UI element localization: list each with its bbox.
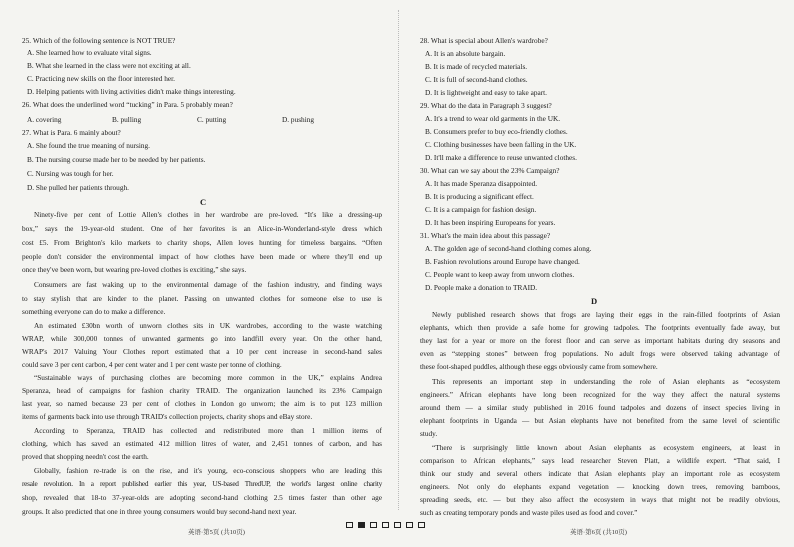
passage-c-line: groups. It also predicted that one in three young consumers would buy second-hand next year.	[22, 507, 297, 516]
q30-stem: 30. What can we say about the 23% Campaign?	[420, 166, 560, 175]
marker-square	[346, 522, 353, 528]
q26-options	[27, 115, 367, 125]
q27-option-a: A. She found the true meaning of nursing.	[27, 141, 151, 150]
passage-c-line: could save 3 per cent carbon, 4 per cent water and 1 per cent waste per tonne of clothing.	[22, 360, 282, 369]
marker-square-filled	[358, 522, 365, 528]
passage-c-line: shop, revealed that 18-to 37-year-olds are adopting second-hand clothing 2.5 times faster than other age	[22, 493, 382, 502]
passage-c-line: proved that shopping needn't cost the earth.	[22, 452, 149, 461]
marker-square	[370, 522, 377, 528]
q31-option-b: B. Fashion revolutions around Europe have changed.	[425, 257, 580, 266]
passage-c-line: Ninety-five per cent of Lottie Allen's clothes in her wardrobe are pre-loved. “It's like a dressing-up	[34, 210, 382, 219]
q26-option-c: C. putting	[197, 115, 227, 124]
passage-c-line: “Sustainable ways of purchasing clothes are becoming more common in the UK,” explains Andrea	[34, 373, 382, 382]
passage-d-line: engineers. Not only do elephants expand vegetation — knocking down trees, removing bamboos,	[420, 482, 780, 491]
passage-c-line: something everyone can do to make a difference.	[22, 307, 166, 316]
q28-option-b: B. It is made of recycled materials.	[425, 62, 528, 71]
marker-square	[406, 522, 413, 528]
q25-option-a: A. She learned how to evaluate vital signs.	[27, 48, 152, 57]
page-marker-squares	[346, 522, 425, 528]
passage-c-line: Consumers are fast waking up to the environmental damage of the fashion industry, and finding ways	[34, 280, 382, 289]
page-footer-left: 英语·第5页 (共10页)	[188, 529, 245, 536]
passage-c-line: once they've been worn, but wearing pre-loved clothes is exciting,” she says.	[22, 265, 247, 274]
q26-option-b: B. pulling	[112, 115, 142, 124]
q25-option-b: B. What she learned in the class were not exciting at all.	[27, 61, 191, 70]
passage-c-line: WRAP, while 300,000 tonnes of unwanted garments go into landfill every year. On the other hand,	[22, 334, 382, 343]
q31-option-c: C. People want to keep away from unworn clothes.	[425, 270, 575, 279]
q31-option-d: D. People make a donation to TRAID.	[425, 283, 538, 292]
q30-option-b: B. It is producing a significant effect.	[425, 192, 534, 201]
section-c-heading: C	[200, 197, 207, 207]
q27-option-d: D. She pulled her patients through.	[27, 183, 129, 192]
q26-option-a: A. covering	[27, 115, 62, 124]
q25-stem: 25. Which of the following sentence is NOT TRUE?	[22, 36, 176, 45]
passage-d-line: these foot-shaped puddles, although these eggs obviously came from somewhere.	[420, 362, 658, 371]
passage-c-line: WRAP's 2017 Valuing Your Clothes report estimated that a 10 per cent increase in second-hand sales	[22, 347, 382, 356]
section-d-heading: D	[591, 296, 598, 306]
passage-d-line: even as “stepping stones” between frog populations. No adult frogs were observed taking advantage of	[420, 349, 780, 358]
passage-c-line: Speranza, head of campaigns for fashion charity TRAID. The organization launched its 23% Campaign	[22, 386, 382, 395]
passage-d-line: around them — a similar study published in 2016 found tadpoles and dozens of insect species living in	[420, 403, 780, 412]
passage-d-line: “There is surprisingly little known about Asian elephants as ecosystem engineers, at least in	[432, 443, 780, 452]
passage-d-line: engineers.” African elephants have long been recognized for the way they affect the natural systems	[420, 390, 780, 399]
q31-option-a: A. The golden age of second-hand clothing comes along.	[425, 244, 592, 253]
page-footer-right: 英语·第6页 (共10页)	[570, 529, 627, 536]
q31-stem: 31. What's the main idea about this passage?	[420, 231, 551, 240]
passage-d-line: elephant footprints in Uganda — but Asian elephants have not benefited from the same level of scientific	[420, 416, 780, 425]
q29-stem: 29. What do the data in Paragraph 3 suggest?	[420, 101, 552, 110]
q28-option-a: A. It is an absolute bargain.	[425, 49, 506, 58]
passage-c-line: Globally, fashion re-trade is on the rise, and it's young, eco-conscious shoppers who are leading this	[34, 466, 382, 475]
passage-d-line: they last for a year or more on the forest floor and can serve as important habitats during dry seasons and	[420, 336, 780, 345]
passage-c-line: last year, so named because 23 per cent of clothes in London go unworn; the aim is to put 123 million	[22, 399, 382, 408]
passage-c-line: to stay stylish that are kinder to the planet. Passing on unwanted clothes for someone else to use is	[22, 294, 382, 303]
passage-c-line: resale revolution. In a report published earlier this year, US-based ThredUP, the world's largest online charity	[22, 479, 382, 488]
column-divider	[398, 10, 399, 510]
q25-option-c: C. Practicing new skills on the floor interested her.	[27, 74, 175, 83]
marker-square	[394, 522, 401, 528]
q28-stem: 28. What is special about Allen's wardrobe?	[420, 36, 548, 45]
passage-c-line: clothing, which has saved an estimated 412 million litres of water, and 2,451 tonnes of carbon, and has	[22, 439, 382, 448]
passage-c-line: box,” says the 19-year-old student. One of her favorites is an Alice-in-Wonderland-style dress which	[22, 224, 382, 233]
q29-option-c: C. Clothing businesses have been falling in the UK.	[425, 140, 577, 149]
marker-square	[418, 522, 425, 528]
q27-option-b: B. The nursing course made her to be needed by her patients.	[27, 155, 206, 164]
q26-option-d: D. pushing	[282, 115, 315, 124]
passage-d-line: think our study and several others indicate that Asian elephants play an important role as ecosystem	[420, 469, 780, 478]
passage-c-line: people don't consider the environmental impact of how clothes have been made or where they'll end up	[22, 252, 382, 261]
passage-c-line: cost £5. From Brighton's kilo markets to charity shops, Allen loves hunting for timeless bargains. “Often	[22, 238, 382, 247]
passage-c-line: An estimated £30bn worth of unworn clothes sits in UK wardrobes, according to the waste watching	[34, 321, 382, 330]
q27-stem: 27. What is Para. 6 mainly about?	[22, 128, 121, 137]
passage-d-line: spreading seeds, etc. — but they also affect the ecosystem in ways that might not be readily obvious,	[420, 495, 780, 504]
q30-option-d: D. It has been inspiring Europeans for years.	[425, 218, 556, 227]
passage-c-line: According to Speranza, TRAID has collected and redistributed more than 1 million items of	[34, 426, 382, 435]
marker-square	[382, 522, 389, 528]
q28-option-c: C. It is full of second-hand clothes.	[425, 75, 528, 84]
q28-option-d: D. It is lightweight and easy to take apart.	[425, 88, 547, 97]
passage-d-line: Newly published research shows that frogs are laying their eggs in the rain-filled footprints of Asian	[432, 310, 780, 319]
q29-option-b: B. Consumers prefer to buy eco-friendly clothes.	[425, 127, 568, 136]
passage-d-line: such as creating temporary ponds and waste piles used as food and cover.”	[420, 508, 638, 517]
passage-d-line: elephants, which then provide a safe home for growing tadpoles. The footprints eventually fade away, but	[420, 323, 780, 332]
passage-d-line: comparison to African elephants,” says lead researcher Steven Platt, a wildlife expert. “That said, I	[420, 456, 780, 465]
q30-option-a: A. It has made Speranza disappointed.	[425, 179, 538, 188]
passage-c-line: items of garments back into use through TRAID's collection projects, charity shops and eBay store.	[22, 412, 313, 421]
q27-option-c: C. Nursing was tough for her.	[27, 169, 114, 178]
q29-option-d: D. It'll make a difference to reuse unwanted clothes.	[425, 153, 577, 162]
q29-option-a: A. It's a trend to wear old garments in the UK.	[425, 114, 561, 123]
passage-d-line: study.	[420, 429, 438, 438]
passage-d-line: This represents an important step in understanding the role of Asian elephants as “ecosystem	[432, 377, 780, 386]
q25-option-d: D. Helping patients with living activities didn't make things interesting.	[27, 87, 236, 96]
q30-option-c: C. It is a campaign for fashion design.	[425, 205, 537, 214]
q26-stem: 26. What does the underlined word “tucking” in Para. 5 probably mean?	[22, 100, 233, 109]
